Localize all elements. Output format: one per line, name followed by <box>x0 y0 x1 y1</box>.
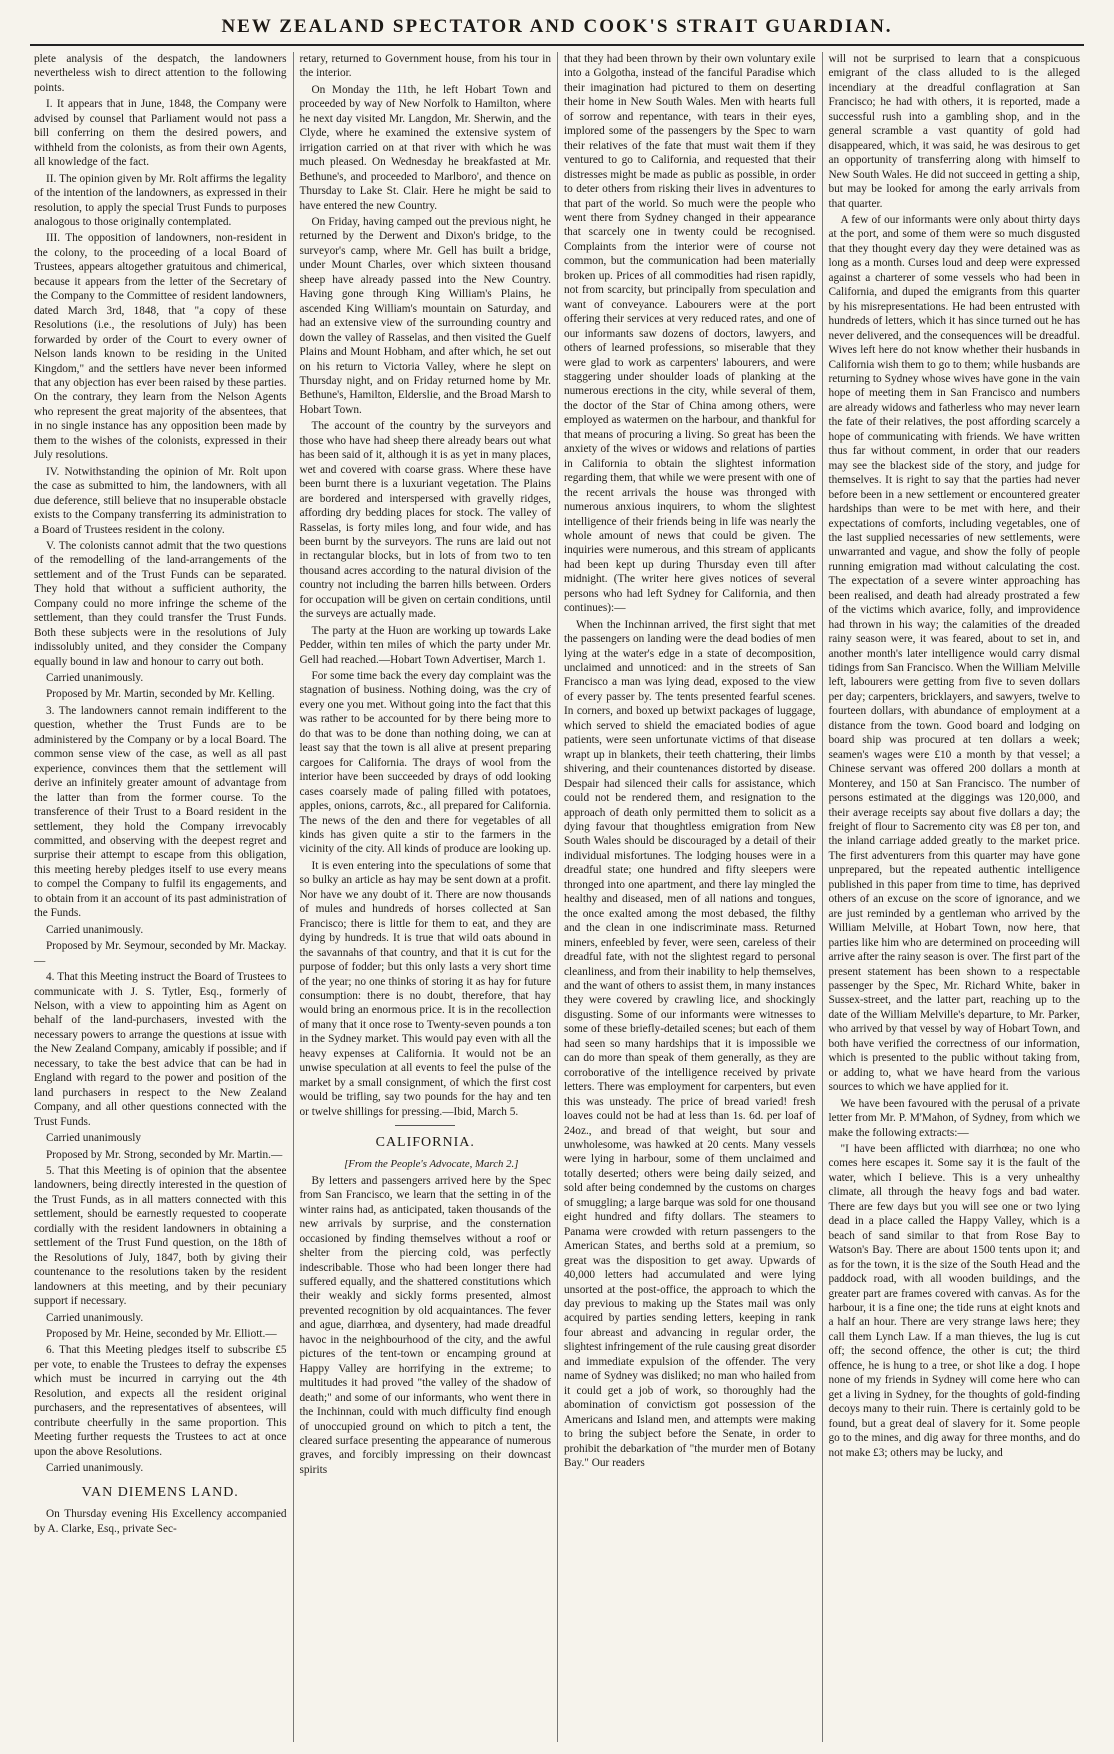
paragraph: I. It appears that in June, 1848, the Company were advised by counsel that Parliament would not pass a bill conferring on them the desired powers, and withheld from the colonists, as from their own Agents, all knowledge of the fact. <box>34 98 287 169</box>
paragraph: On Thursday evening His Excellency accompanied by A. Clarke, Esq., private Sec- <box>34 1508 287 1535</box>
paragraph: plete analysis of the despatch, the landowners nevertheless wish to direct attention to the following points. <box>34 53 287 94</box>
paragraph: A few of our informants were only about thirty days at the port, and some of them were so much disgusted that they thought every day they were detained was as long as a month. Curses loud and deep were expressed against a charterer of some vessels who had been in California, and duped the emigrants from this quarter by his misrepresentations. He had been entrusted with hundreds of letters, which it has since turned out he has never delivered, and the consequences will be dreadful. Wives left here do not know whether their husbands in California wish them to go to them; while husbands are returning to Sydney whose wives have gone in the vain hope of meeting them in San Francisco and numbers are already widows and fatherless who may never learn the fate of their relatives, the post affording scarcely a hope of communicating with friends. We have written thus far without comment, in order that our readers may see the blackest side of the story, and judge for themselves. It is right to say that the parties had never before been in a new settlement or encountered greater hardships than were to be met with here, and their expectations of comforts, including vegetables, one of the last supplied necessaries of new settlements, were unwarranted and vague, and show the folly of people running emigration mad without calculating the cost. The expectation of a severe winter approaching has been realised, and death had already prostrated a few of the victims which avarice, folly, and improvidence had thrown in his way; the calamities of the dreaded rainy season were, it was feared, about to set in, and another month's later intelligence would carry dismal tidings from San Francisco. When the William Melville left, labourers were getting from five to seven dollars per day; carpenters, bricklayers, and sawyers, twelve to fourteen dollars, with abundance of employment at a distance from the town. Good board and lodging on board ship was procured at ten dollars a week; seamen's wages were £10 a month by that vessel; a Chinese servant was offered 200 dollars a month at Monterey, and 150 at San Francisco. The number of persons estimated at the diggings was 120,000, and their average receipts say about five dollars a day; the freight of flour to Sacremento city was £8 per ton, and the inland carriage added greatly to the market price. The first adventurers from this quarter may have gone unprepared, but the repeated authentic intelligence published in this paper from time to time, has deprived others of an excuse on the score of ignorance, and we are just reminded by a gentleman who arrived by the William Melville, at Hobart Town, now here, that parties like him who are determined on proceeding will arrive after the rainy season is over. The first part of the present statement has been shown to a respectable passenger by the Spec, Mr. Richard White, baker in Sussex-street, and the latter part, reaching up to the date of the William Melville's departure, to Mr. Parker, who arrived by that vessel by way of Hobart Town, and both have verified the correctness of our information, which is presented to the public without taking from, or adding to, what we have heard from the various sources to which we have applied for it. <box>828 213 1080 1094</box>
carried-note: Carried unanimously <box>46 1132 142 1145</box>
paragraph: 6. That this Meeting pledges itself to subscribe £5 per vote, to enable the Trustees to defray the expenses which must be incurred in carrying out the 4th Resolution, and expects all the resident original purchasers, and the representatives of absentees, will contribute cheerfully in the same proportion. This Meeting further requests the Trustees to act at once upon the above Resolutions. <box>34 1344 287 1458</box>
paragraph: When the Inchinnan arrived, the first sight that met the passengers on landing were the dead bodies of men lying at the water's edge in a state of decomposition, unclaimed and unnoticed: and in the streets of San Francisco a man was lying dead, exposed to the view of every passer by. The tents presented fearful scenes. In corners, and boxed up betwixt packages of luggage, which served to shield the emaciated bodies of ague patients, were seen unfortunate victims of that disease wrapt up in blankets, their teeth chattering, their limbs shivering, and their countenances distorted by disease. Despair had silenced their calls for assistance, which could not be rendered them, and resignation to the approach of death only permitted them to solicit as a dying favour that thoughtless emigration from New South Wales should be discouraged by a detail of their individual misfortunes. The lodging houses were in a dreadful state; one hundred and fifty sleepers were thronged into one apartment, and there lay mingled the healthy and diseased, men of all nations and tongues, the once exalted among the most debased, the filthy and the clean in one indiscriminate mass. Returned miners, enfeebled by fever, were seen, careless of their dreadful fate, with not the slightest regard to personal cleanliness, and from their inability to help themselves, and the want of others to assist them, in many instances they were covered by crawling lice, and shockingly disgusting. Some of our informants were witnesses to some of these briefly-detailed scenes; but each of them had seen so many hardships that it is impossible we can do more than speak of them generally, as they are corroborative of the intelligence received by private letters. There was employment for carpenters, but even this was unsteady. The price of bread varied! fresh loaves could not be had at less than 1s. 6d. per loaf of 24oz., and bread of that weight, but sour and unwholesome, was hawked at 20 cents. Many vessels were lying in harbour, some of them unclaimed and totally deserted; others were being daily seized, and sold after being condemned by the customs on charges of smuggling; a large barque was sold for one thousand eight hundred and fifty dollars. The steamers to Panama were crowded with return passengers to the American States, and berths sold at a premium, so great was the disposition to get away. Upwards of 40,000 letters had accumulated and were lying unsorted at the post-office, the approach to which the day previous to making up the States mail was only acquired by parties sending letters, keeping in rank four abreast and advancing in regular order, the slightest infringement of the rule causing great disorder and immediate expulsion of the offender. The very name of Sydney was disliked; no man who hailed from it could get a job of work, so thoroughly had the abomination of convictism got possession of the Americans and Island men, and attempts were making to bring the subject before the Senate, in order to prohibit the debarkation of "the murder men of Botany Bay." Our readers <box>564 618 816 1469</box>
column-2 <box>293 52 558 1742</box>
motion-line: Proposed by Mr. Martin, seconded by Mr. Kelling. <box>46 688 275 701</box>
paragraph: will not be surprised to learn that a conspicuous emigrant of the class alluded to is the alleged incendiary at the dreadful conflagration at San Francisco; he had with others, it is reported, made a successful rush into a gambling shop, and in the general scramble a vast quantity of gold had disappeared, which, it was said, he was desirous to get an opportunity of transferring along with himself to New South Wales. He did not succeed in getting a ship, but may be looked for among the early arrivals from that quarter. <box>828 53 1080 210</box>
paragraph: On Monday the 11th, he left Hobart Town and proceeded by way of New Norfolk to Hamilton, where he next day visited Mr. Langdon, Mr. Sherwin, and the Clyde, where he examined the extensive system of irrigation carried on at that river with which he was much pleased. On Wednesday he breakfasted at Mr. Bethune's, and proceeded to Marlboro', and thence on Thursday to Lake St. Clair. Here he might be said to have entered the new Country. <box>299 83 551 212</box>
columns <box>28 52 1086 1742</box>
motion-line: Proposed by Mr. Strong, seconded by Mr. Martin.— <box>46 1148 283 1161</box>
paragraph: that they had been thrown by their own voluntary exile into a Golgotha, instead of the fanciful Paradise which their imagination had pictured to them on deserting their home in New South Wales. Men with hearts full of sorrow and repentance, with tears in their eyes, implored some of the passengers by the Spec to warn their relatives of the fate that must wait them if they ventured to go to California, and requested that their distresses might be made as public as possible, in order to deter others from risking their lives in adventures to that part of the world. So much were the people who went there from Sydney changed in their appearance that scarcely one in twenty could be recognised. Complaints from the interior were of course not common, but the communication had been materially broken up. Prices of all commodities had risen rapidly, not from scarcity, but principally from speculation and want of conveyance. Labourers were at the port offering their services at very reduced rates, and one of our informants saw dozens of doctors, lawyers, and others of learned professions, so miserable that they were glad to work as carpenters' labourers, and were staggering under shoulder loads of planking at the numerous erections in the city, while several of them, the doctor of the Star of China among others, were employed as watermen on the harbour, and thankful for that means of procuring a living. So great has been the anxiety of the wives or widows and relations of parties in California to obtain the slightest information regarding them, that while we were present with one of the recent arrivals the house was thronged with numerous anxious inquirers, to whom the slightest intelligence of their friends being in life was nearly the whole amount of news that could be given. The inquiries were numerous, and this stream of applicants had been kept up during Thursday even till after midnight. (The writer here gives notices of several persons who had left Sydney for California, and then continues):— <box>564 53 816 615</box>
carried-note: Carried unanimously. <box>46 923 144 936</box>
section-divider <box>395 1125 455 1126</box>
paragraph: 4. That this Meeting instruct the Board of Trustees to communicate with J. S. Tytler, Esq., formerly of Nelson, with a view to appointing him as Agent on behalf of the land-purchasers, invested with the necessary powers to arrange the questions at issue with the New Zealand Company, amicably if possible; and if necessary, to take the best advice that can be had in England with regard to the power and position of the land purchasers in respect to the New Zealand Company, and all other questions connected with the Trust Funds. <box>34 971 287 1128</box>
paragraph: 3. The landowners cannot remain indifferent to the question, whether the Trust Funds are to be administered by the Company or by a local Board. The common sense view of the case, as well as all past experience, convinces them that the settlement will derive an infinitely greater amount of advantage from the latter than from the former course. To the transference of their Trust to a Board resident in the settlement, they hold the Company irrevocably committed, and observing with the deepest regret and surprise their attempt to escape from this obligation, this meeting hereby pledges itself to use every means to compel the Company to fulfil its engagements, and to obtain from it an account of its past administration of the Funds. <box>34 704 287 920</box>
paragraph: It is even entering into the speculations of some that so bulky an article as hay may be sent down at a profit. Nor have we any doubt of it. There are now thousands of mules and hundreds of horses collected at San Francisco; there is little for them to eat, and they are dying by hundreds. It is true that wild oats abound in the savannahs of that country, and that it is cut for the purpose of fodder; but this only lasts a very short time of the year; no one thinks of storing it as hay for future consumption: there is no doubt, therefore, that hay would bring an enormous price. It is in the recollection of many that it once rose to Twenty-seven pounds a ton in the Sydney market. This would pay even with all the heavy expenses at California. It would not be an unwise speculation at all events to feel the pulse of the market by a small consignment, of which the first cost would be trifling, say two pounds for the hay and ten or twelve shillings for pressing.—Ibid, March 5. <box>299 859 551 1118</box>
masthead-rule <box>30 44 1084 46</box>
masthead: NEW ZEALAND SPECTATOR AND COOK'S STRAIT GUARDIAN. <box>221 16 893 37</box>
section-heading: CALIFORNIA. <box>375 1135 475 1151</box>
paragraph: By letters and passengers arrived here by the Spec from San Francisco, we learn that the setting in of the winter rains had, as anticipated, taken thousands of the new arrivals by surprise, and the consternation occasioned by finding themselves without a roof or shelter from the piercing cold, was perfectly indescribable. Those who had been longer there had suffered equally, and the shattered constitutions which their weakly and sickly forms presented, almost prevented recognition by old acquaintances. The fever and ague, diarrhœa, and dysentery, had made dreadful havoc in the neighbourhood of the city, and the awful pictures of the tent-town or encamping ground at Happy Valley are horrifying in the extreme; to multitudes it had proved "the valley of the shadow of death;" and some of our informants, who went there in the Inchinnan, could with much difficulty find enough of unoccupied ground on which to pitch a tent, the cleared surface presenting the appearance of numerous graves, and forcibly impressing on their downcast spirits <box>299 1174 551 1476</box>
paragraph: V. The colonists cannot admit that the two questions of the remodelling of the land-arrangements of the settlement and of the Trust Funds can be separated. They hold that without a sufficient authority, the Company could no more infringe the scheme of the settlement, than they could transfer the Trust Funds. Both these subjects were in the resolutions of July indissolubly united, and they consider the Company equally bound in law and honour to carry out both. <box>34 539 287 668</box>
paragraph: II. The opinion given by Mr. Rolt affirms the legality of the intention of the landowners, as expressed in their resolution, to apply the special Trust Funds to purposes analogous to those originally contemplated. <box>34 172 287 228</box>
paragraph: 5. That this Meeting is of opinion that the absentee landowners, being directly interested in the question of the Trust Funds, as in all matters connected with this settlement, should be earnestly requested to cooperate cordially with the resident landowners in obtaining a settlement of the Trust Fund question, on the 18th of the Resolutions of July, 1847, both by giving their countenance to the resolutions taken by the resident landowners at this meeting, and by their pecuniary support if necessary. <box>34 1164 287 1308</box>
section-heading: VAN DIEMENS LAND. <box>81 1484 239 1500</box>
column-4 <box>822 52 1087 1742</box>
motion-line: Proposed by Mr. Seymour, seconded by Mr. Mackay.— <box>34 940 287 967</box>
carried-note: Carried unanimously. <box>46 1311 144 1324</box>
paragraph: retary, returned to Government house, from his tour in the interior. <box>299 53 551 80</box>
paragraph: We have been favoured with the perusal of a private letter from Mr. P. M'Mahon, of Sydney, from which we make the following extracts:— <box>828 1097 1080 1139</box>
paragraph: The account of the country by the surveyors and those who have had sheep there already bears out what has been said of it, although it is as yet in many places, wet and covered with coarse grass. Where these have been burnt there is a luxuriant vegetation. The Plains are bordered and interspersed with gravelly ridges, affording dry bedding places for stock. The valley of Rasselas, is forty miles long, and four wide, and has been burnt by the surveyors. The runs are laid out not in rectangular blocks, but in lots of from two to ten thousand acres according to the natural division of the country not including the barren hills between. Orders for occupation will be given on certain conditions, until the surveys are actually made. <box>299 420 551 621</box>
paragraph: On Friday, having camped out the previous night, he returned by the Derwent and Dixon's bridge, to the surveyor's camp, where Mr. Gell has built a bridge, under Mount Charles, over which sixteen thousand sheep have already passed into the New Country. Having gone through King William's Plains, he ascended King William's mountain on Saturday, and had an extensive view of the surrounding country and down the valley of Rasselas, and then visited the Guelf Plains and Mount Hobham, and after which, he set out on his return to Victoria Valley, where he slept on Thursday night, and on Friday returned home by Mr. Bethune's, Hamilton, Elderslie, and the Broad Marsh to Hobart Town. <box>299 215 551 416</box>
paragraph: The party at the Huon are working up towards Lake Pedder, within ten miles of which the party under Mr. Gell had reached.—Hobart Town Advertiser, March 1. <box>299 624 551 666</box>
source-line: [From the People's Advocate, March 2.] <box>344 1157 519 1170</box>
column-3 <box>557 52 822 1742</box>
column-1 <box>28 52 293 1742</box>
paragraph: IV. Notwithstanding the opinion of Mr. Rolt upon the case as submitted to him, the landowners, with all due deference, still believe that no insuperable obstacle exists to the Company transferring its administration to a Board of Trustees resident in the colony. <box>34 465 287 536</box>
carried-note: Carried unanimously. <box>46 1462 144 1475</box>
motion-line: Proposed by Mr. Heine, seconded by Mr. Elliott.— <box>46 1327 277 1340</box>
carried-note: Carried unanimously. <box>46 672 144 685</box>
paragraph: III. The opposition of landowners, non-resident in the colony, to the proceeding of a local Board of Trustees, appears altogether gratuitous and chimerical, because it appears from the letter of the Secretary of the Company to the Committee of resident landowners, dated March 3rd, 1848, that "a copy of these Resolutions (i.e., the resolutions of July) has been forwarded by order of the Court to every owner of Nelson lands known to be residing in the United Kingdom," and the settlers have never been informed that any objection has ever been raised by these parties. On the contrary, they learn from the Nelson Agents who represent the great majority of the absentees, that in no single instance has any opposition been made by them to the wishes of the colonists, expressed in their July resolutions. <box>34 232 287 462</box>
paragraph: For some time back the every day complaint was the stagnation of business. Nothing doing, was the cry of every one you met. Without going into the fact that this was rather to be accounted for by there being more to do that was to be done than nothing doing, we can at least say that the town is all alive at present preparing cargoes for California. The drays of wool from the interior have been succeeded by drays of odd looking cases coarsely made of paling filled with potatoes, apples, onions, carrots, &c., all prepared for California. The news of the den and there for vegetables of all kinds has given quite a stir to the farmers in the vicinity of the city. All kinds of produce are looking up. <box>299 670 552 856</box>
paragraph: "I have been afflicted with diarrhœa; no one who comes here escapes it. Some say it is the fault of the water, which I believe. This is a very unhealthy climate, all through the heavy fogs and bad water. There are few days but you will see one or two lying dead in a place called the Happy Valley, which is a beach of sand similar to that from Rose Bay to Watson's Bay. There are about 1500 tents upon it; and as for the town, it is the size of the South Head and the paddock road, with all wooden buildings, and the greater part are frames covered with canvas. As for the harbour, it is a fine one; the tide runs at eight knots and a half an hour. There are very strange laws here; they call them Lynch Law. If a man thieves, the lug is cut off; the second offence, the other is cut; the third offence, he is hung to a tree, or shot like a dog. I hope none of my friends in Sydney will come here who can get a living in Sydney, for the thoughts of gold-finding decoys many to their ruin. There is certainly gold to be found, but a great deal of slavery for it. Some people go to the mines, and dig away for three months, and do not make £3; others may be lucky, and <box>828 1142 1080 1459</box>
